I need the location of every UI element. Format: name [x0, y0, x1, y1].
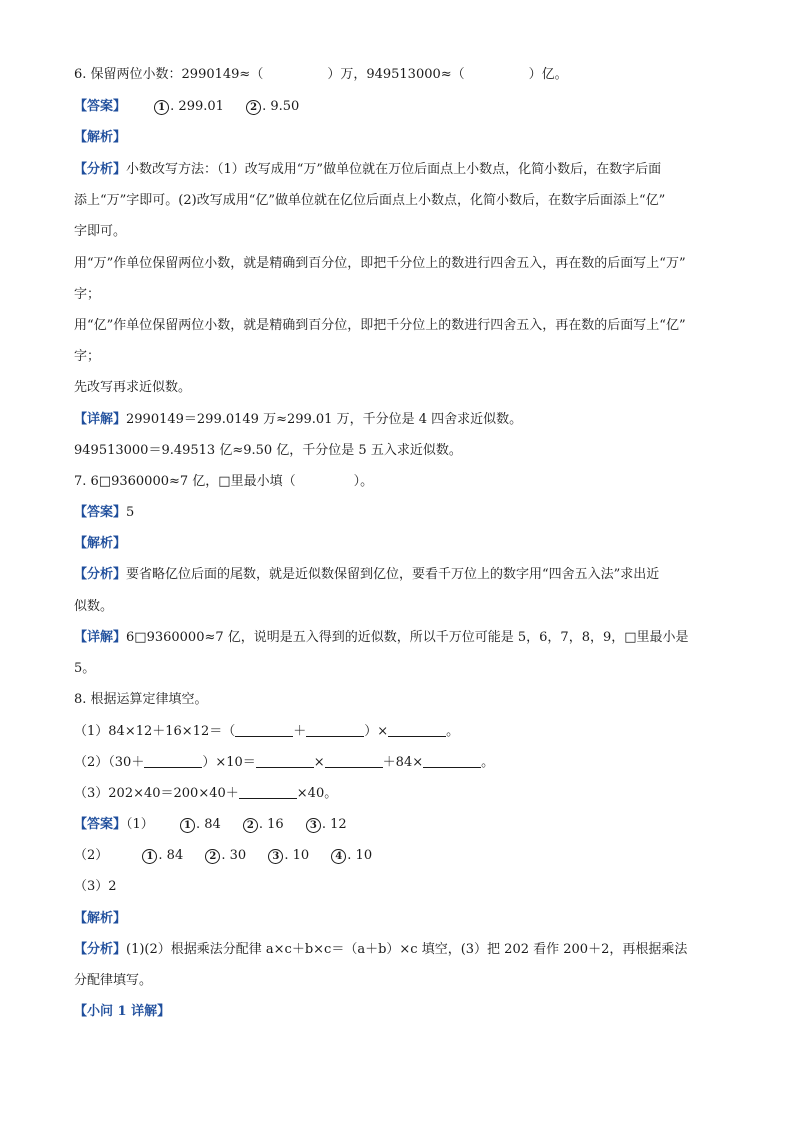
answer-8-line-2: （2） 1 . 84 2 . 30 3 . 10 4 . 10 [74, 848, 373, 863]
analysis-8-line-2: 分配律填写。 [74, 973, 153, 988]
circled-number-icon: 2 [205, 849, 220, 864]
detail-tag: 【详解】 [74, 412, 127, 427]
fill-blank [306, 723, 364, 737]
analysis-6-line-3: 字即可。 [74, 224, 127, 239]
fill-blank [388, 723, 446, 737]
analysis-heading-8: 【解析】 [74, 911, 127, 926]
answer-6-item-1: 1 . 299.01 [154, 98, 224, 116]
answer-6 [74, 98, 734, 116]
answer-tag: 【答案】 [74, 99, 127, 114]
question-6-text-c: ）亿。 [528, 67, 568, 82]
answer-8-line-1: 【答案】（1） 1 . 84 2 . 16 3 . 12 [74, 817, 347, 832]
question-7: 7. 6□9360000≈7 亿，□里最小填（ ）。 [74, 474, 374, 489]
question-8-sub-3: （3）202×40＝200×40＋ ×40。 [74, 786, 338, 801]
analysis-7-line-1: 【分析】要省略亿位后面的尾数，就是近似数保留到亿位，要看千万位上的数字用“四舍五入法”求出近 [74, 567, 660, 582]
answer-8-1-item-1: 1 . 84 [180, 816, 221, 834]
fill-blank [239, 785, 297, 799]
answer-tag: 【答案】 [74, 505, 127, 520]
answer-8-line-3: （3）2 [74, 879, 117, 894]
analysis-6-line-5: 字； [74, 287, 101, 302]
circled-number-icon: 1 [180, 818, 195, 833]
fenxi-tag: 【分析】 [74, 162, 127, 177]
answer-8-2-item-2: 2 . 30 [205, 847, 246, 865]
detail-6-line-2: 949513000＝9.49513 亿≈9.50 亿，千分位是 5 五入求近似数。 [74, 443, 462, 458]
fill-blank [144, 754, 202, 768]
analysis-6-line-8: 先改写再求近似数。 [74, 380, 192, 395]
detail-7-line-1: 【详解】6□9360000≈7 亿，说明是五入得到的近似数，所以千万位可能是 5，6，7，8，9，□里最小是 [74, 630, 689, 645]
answer-8-2-item-4: 4 . 10 [331, 847, 372, 865]
fill-blank [256, 754, 314, 768]
answer-6-item-2: 2 . 9.50 [246, 98, 299, 116]
analysis-6-line-1: 【分析】小数改写方法：（1）改写成用“万”做单位就在万位后面点上小数点，化简小数后，在数字后面 [74, 162, 662, 177]
question-6-text-a: 6. 保留两位小数：2990149≈（ [74, 67, 264, 82]
circled-number-icon: 1 [154, 100, 169, 115]
answer-8-1-item-3: 3 . 12 [306, 816, 347, 834]
question-8-sub-2: （2）（30＋ ）×10＝ × ＋84× 。 [74, 755, 495, 770]
circled-number-icon: 2 [246, 100, 261, 115]
answer-tag: 【答案】 [74, 817, 127, 832]
question-8-sub-1: （1）84×12＋16×12＝（ ＋ ）× 。 [74, 724, 460, 739]
fenxi-tag: 【分析】 [74, 942, 127, 957]
fill-blank [325, 754, 383, 768]
fenxi-tag: 【分析】 [74, 567, 127, 582]
analysis-6-line-7: 字； [74, 349, 101, 364]
detail-7-line-2: 5。 [74, 661, 96, 676]
analysis-heading-7: 【解析】 [74, 536, 127, 551]
circled-number-icon: 2 [243, 818, 258, 833]
analysis-heading-6: 【解析】 [74, 130, 127, 145]
analysis-7-line-2: 似数。 [74, 599, 114, 614]
detail-tag: 【详解】 [74, 630, 127, 645]
fill-blank [235, 723, 293, 737]
circled-number-icon: 1 [142, 849, 157, 864]
analysis-6-line-4: 用“万”作单位保留两位小数，就是精确到百分位，即把千分位上的数进行四舍五入，再在数的后面写上“万” [74, 256, 686, 271]
answer-7: 【答案】5 [74, 505, 135, 520]
question-6-text-b: ）万，949513000≈（ [327, 67, 465, 82]
fill-blank [423, 754, 481, 768]
sub-detail-heading: 【小问 1 详解】 [74, 1004, 171, 1019]
question-6 [74, 66, 734, 84]
analysis-6-line-2: 添上“万”字即可。(2)改写成用“亿”做单位就在亿位后面点上小数点，化简小数后，在数字后面添上“亿” [74, 193, 666, 208]
detail-6-line-1: 【详解】2990149＝299.0149 万≈299.01 万，千分位是 4 四舍求近似数。 [74, 412, 523, 427]
answer-8-2-item-1: 1 . 84 [142, 847, 183, 865]
analysis-8-line-1: 【分析】(1)(2）根据乘法分配律 a×c＋b×c＝（a＋b）×c 填空，(3）把 202 看作 200＋2，再根据乘法 [74, 942, 688, 957]
question-8-title: 8. 根据运算定律填空。 [74, 692, 208, 707]
answer-8-1-item-2: 2 . 16 [243, 816, 284, 834]
circled-number-icon: 3 [268, 849, 283, 864]
analysis-6-line-6: 用“亿”作单位保留两位小数，就是精确到百分位，即把千分位上的数进行四舍五入，再在数的后面写上“亿” [74, 318, 686, 333]
circled-number-icon: 4 [331, 849, 346, 864]
answer-8-2-item-3: 3 . 10 [268, 847, 309, 865]
circled-number-icon: 3 [306, 818, 321, 833]
